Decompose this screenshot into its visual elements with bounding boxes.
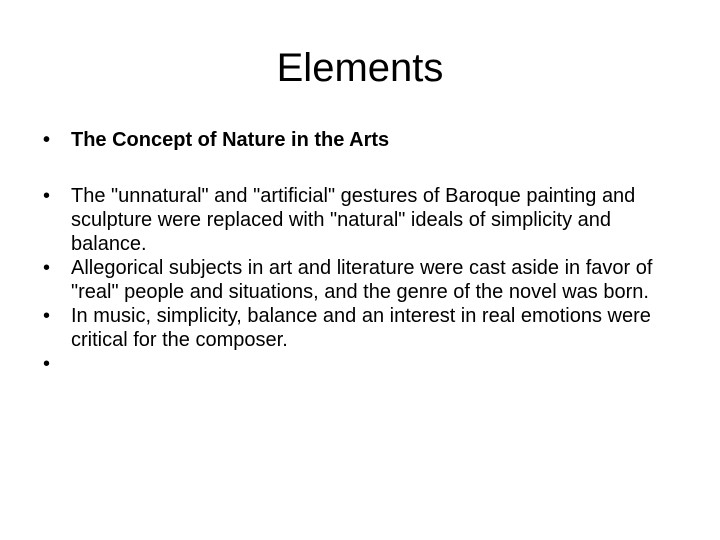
body-bullet-list (43, 184, 683, 376)
list-item-text: In music, simplicity, balance and an interest in real emotions were critical for the composer. (71, 305, 651, 351)
heading-bullet-list (43, 128, 683, 152)
bullet-icon: • (43, 353, 51, 375)
list-item (43, 256, 683, 304)
list-item (43, 128, 683, 152)
bullet-icon: • (43, 129, 51, 151)
slide-title: Elements (276, 46, 444, 90)
list-item (43, 184, 683, 256)
list-item-text: The Concept of Nature in the Arts (71, 129, 390, 151)
list-item (43, 352, 683, 376)
bullet-icon: • (43, 257, 51, 279)
bullet-icon: • (43, 185, 51, 207)
list-item-text: Allegorical subjects in art and literature were cast aside in favor of "real" people and situations, and the genre of the novel was born. (71, 257, 653, 303)
bullet-icon: • (43, 305, 51, 327)
list-item (43, 304, 683, 352)
list-item-text: The "unnatural" and "artificial" gestures of Baroque painting and sculpture were replaced with "natural" ideals of simplicity and balance. (71, 185, 636, 255)
